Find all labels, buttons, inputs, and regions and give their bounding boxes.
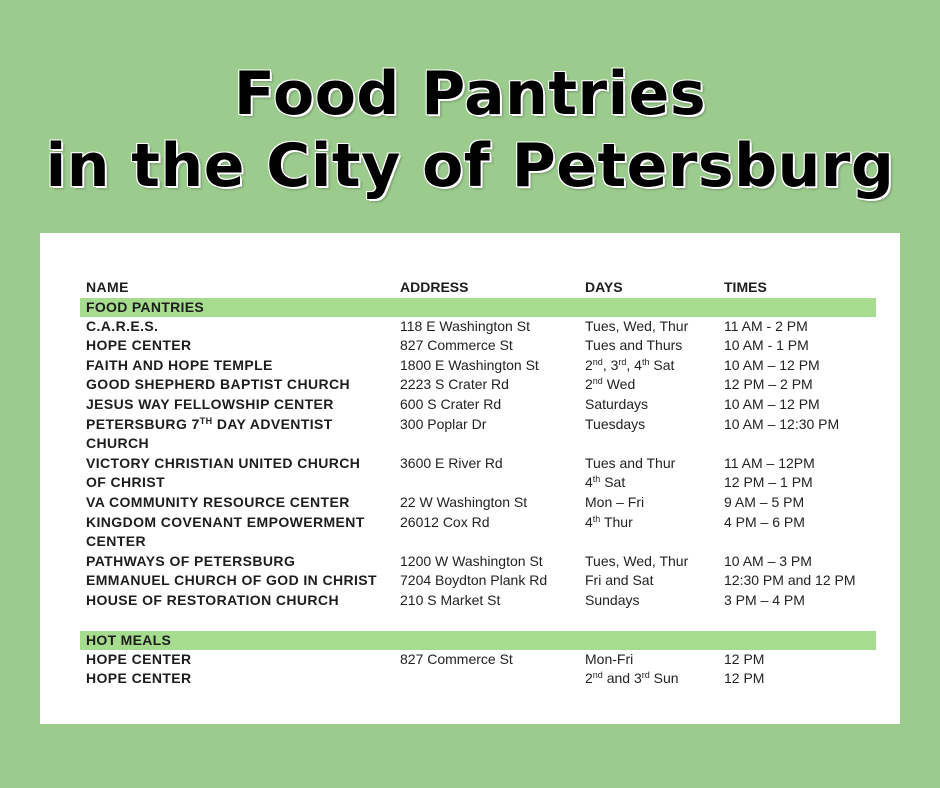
cell-days: Mon – Fri — [585, 493, 645, 510]
table-row — [82, 375, 872, 395]
title-line-1: Food Pantries — [233, 59, 707, 129]
cell-address: 3600 E River Rd — [400, 454, 503, 471]
cell-name: CHURCH — [86, 435, 150, 452]
table-row — [82, 669, 872, 689]
table-row — [82, 415, 872, 435]
table-row — [82, 473, 872, 493]
table-row — [82, 650, 872, 670]
cell-times: 3 PM – 4 PM — [724, 591, 805, 608]
table-row — [82, 336, 872, 356]
page-title — [0, 58, 940, 202]
cell-days: Tues and Thurs — [585, 337, 683, 354]
cell-times: 12 PM – 1 PM — [724, 474, 813, 491]
section-food-pantries — [80, 298, 876, 317]
cell-address: 1800 E Washington St — [400, 356, 539, 373]
cell-name: CENTER — [86, 533, 146, 550]
header-times: TIMES — [724, 279, 767, 295]
cell-times: 12 PM — [724, 670, 765, 687]
table-row — [82, 395, 872, 415]
cell-times: 9 AM – 5 PM — [724, 493, 805, 510]
cell-address: 26012 Cox Rd — [400, 513, 490, 530]
cell-days: 4th Thur — [585, 513, 633, 530]
cell-days: Tuesdays — [585, 415, 646, 432]
cell-address: 300 Poplar Dr — [400, 415, 487, 432]
cell-name: C.A.R.E.S. — [86, 317, 159, 334]
cell-address: 7204 Boydton Plank Rd — [400, 572, 548, 589]
cell-address: 827 Commerce St — [400, 650, 513, 667]
cell-days: 4th Sat — [585, 474, 626, 491]
cell-times: 12 PM — [724, 650, 765, 667]
table-row — [82, 493, 872, 513]
cell-times: 11 AM - 2 PM — [724, 317, 808, 334]
table-row — [82, 317, 872, 337]
cell-times: 10 AM – 3 PM — [724, 552, 812, 569]
pantry-table — [82, 278, 872, 689]
cell-address: 600 S Crater Rd — [400, 395, 502, 412]
cell-name: JESUS WAY FELLOWSHIP CENTER — [86, 395, 334, 412]
cell-name: PATHWAYS OF PETERSBURG — [86, 552, 296, 569]
section-label: FOOD PANTRIES — [86, 298, 204, 315]
cell-name: KINGDOM COVENANT EMPOWERMENT — [86, 513, 365, 530]
cell-name: FAITH AND HOPE TEMPLE — [86, 356, 273, 373]
table-row — [82, 552, 872, 572]
cell-times: 12 PM – 2 PM — [724, 376, 813, 393]
cell-name: HOPE CENTER — [86, 337, 192, 354]
cell-days: Saturdays — [585, 395, 649, 412]
cell-times: 12:30 PM and 12 PM — [724, 572, 856, 589]
cell-name: HOPE CENTER — [86, 670, 192, 687]
cell-name: GOOD SHEPHERD BAPTIST CHURCH — [86, 376, 350, 393]
table-row — [82, 591, 872, 611]
cell-address: 1200 W Washington St — [400, 552, 543, 569]
cell-days: Mon-Fri — [585, 650, 634, 667]
cell-days: Fri and Sat — [585, 572, 654, 589]
cell-address: 827 Commerce St — [400, 337, 513, 354]
cell-times: 10 AM - 1 PM — [724, 337, 809, 354]
cell-days: Tues, Wed, Thur — [585, 552, 689, 569]
cell-address: 2223 S Crater Rd — [400, 376, 509, 393]
header-address: ADDRESS — [400, 279, 469, 295]
cell-days: Sundays — [585, 591, 640, 608]
cell-name: HOUSE OF RESTORATION CHURCH — [86, 591, 339, 608]
cell-times: 10 AM – 12 PM — [724, 356, 820, 373]
cell-name: VICTORY CHRISTIAN UNITED CHURCH — [86, 454, 361, 471]
table-row — [82, 434, 872, 454]
table-row — [82, 454, 872, 474]
cell-name: PETERSBURG 7TH DAY ADVENTIST — [86, 415, 333, 432]
cell-times: 10 AM – 12 PM — [724, 395, 820, 412]
cell-days: Tues and Thur — [585, 454, 676, 471]
cell-address: 118 E Washington St — [400, 317, 530, 334]
cell-name: OF CHRIST — [86, 474, 166, 491]
cell-name: VA COMMUNITY RESOURCE CENTER — [86, 493, 350, 510]
header-days: DAYS — [585, 279, 623, 295]
table-row — [82, 532, 872, 552]
section-hot-meals — [80, 631, 876, 650]
table-row — [82, 571, 872, 591]
table-row — [82, 356, 872, 376]
cell-times: 4 PM – 6 PM — [724, 513, 805, 530]
cell-name: EMMANUEL CHURCH OF GOD IN CHRIST — [86, 572, 377, 589]
cell-times: 11 AM – 12PM — [724, 454, 815, 471]
section-label: HOT MEALS — [86, 631, 172, 648]
table-header — [82, 278, 872, 298]
cell-days: 2nd and 3rd Sun — [585, 670, 679, 687]
cell-address: 210 S Market St — [400, 591, 501, 608]
cell-times: 10 AM – 12:30 PM — [724, 415, 840, 432]
header-name: NAME — [86, 279, 129, 295]
cell-days: Tues, Wed, Thur — [585, 317, 689, 334]
table-row — [82, 513, 872, 533]
cell-name: HOPE CENTER — [86, 650, 192, 667]
cell-days: 2nd, 3rd, 4th Sat — [585, 356, 675, 373]
pantry-table-sheet — [40, 233, 900, 724]
cell-address: 22 W Washington St — [400, 493, 528, 510]
cell-days: 2nd Wed — [585, 376, 636, 393]
title-line-2: in the City of Petersburg — [45, 131, 895, 201]
